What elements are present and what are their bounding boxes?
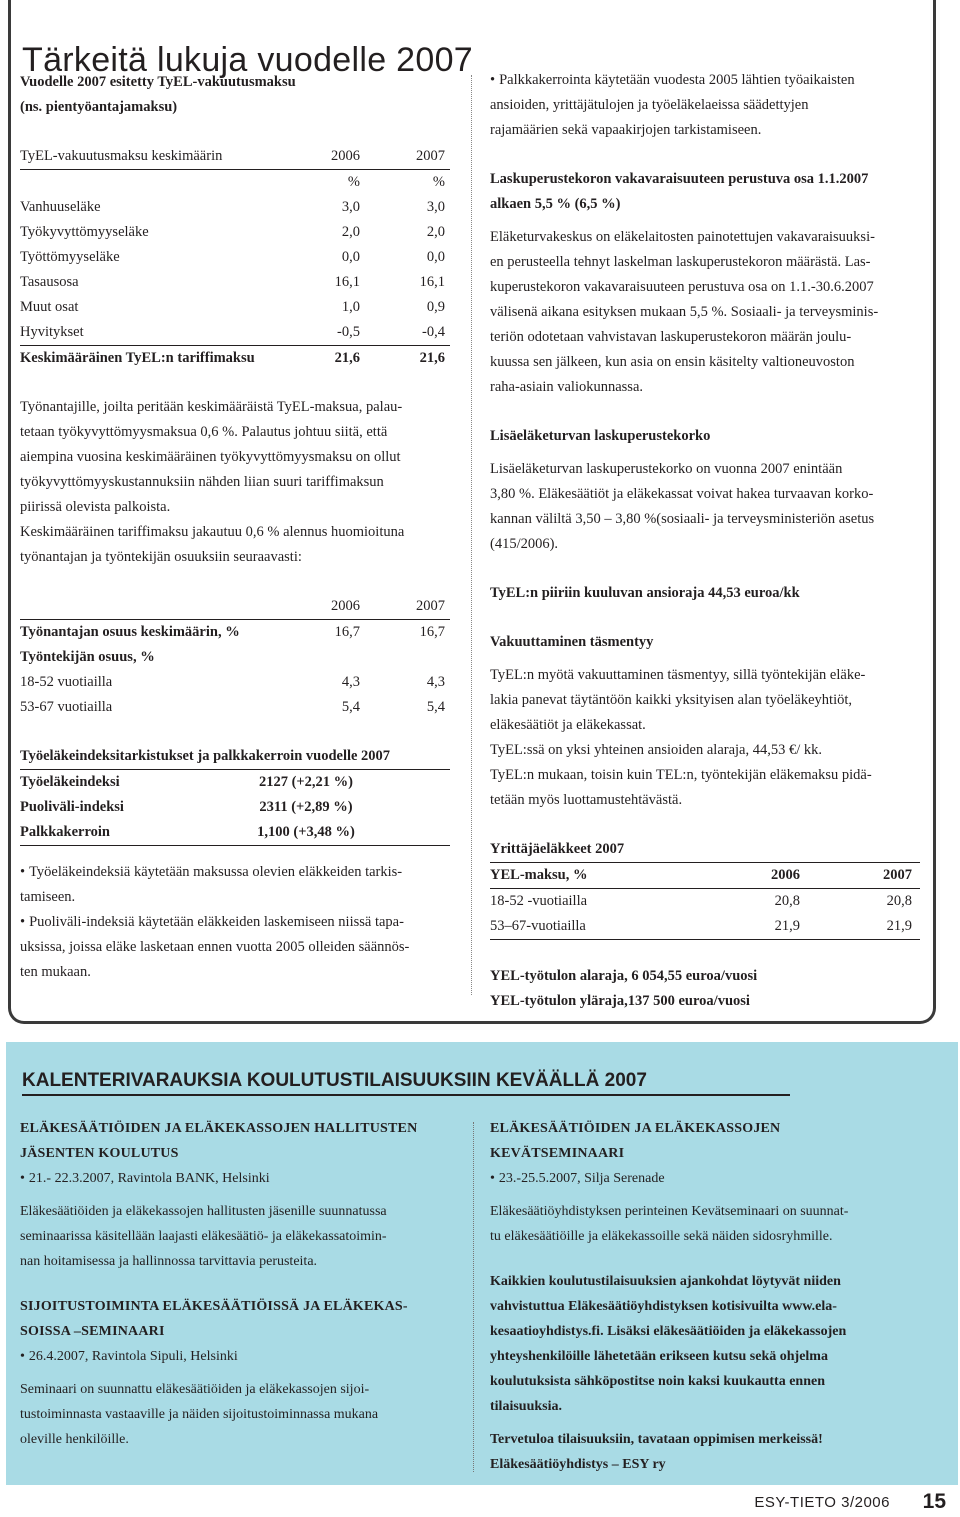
event-desc: nan hoitamisessa ja hallinnossa tarvittavia perusteita. <box>20 1254 318 1269</box>
event-title: KEVÄTSEMINAARI <box>490 1146 625 1161</box>
table-row: Puoliväli-indeksi 2311 (+2,89 %) <box>20 799 353 815</box>
column-divider <box>471 75 472 995</box>
paragraph-line: piirissä olevista palkoista. <box>20 499 171 515</box>
table-row: 53-67 vuotiailla 5,4 5,4 <box>20 699 445 715</box>
notice-line: yhteyshenkilöille lähetetään erikseen kutsu sekä ohjelma <box>490 1349 828 1364</box>
event-desc: Eläkesäätiöiden ja eläkekassojen hallitusten jäsenille suunnatussa <box>20 1204 387 1219</box>
bullet-item-cont: ten mukaan. <box>20 964 91 980</box>
event-title: SOISSA –SEMINAARI <box>20 1324 165 1339</box>
bullet-item: • Työeläkeindeksiä käytetään maksussa olevien eläkkeiden tarkis- <box>20 860 450 885</box>
closing-signature: Eläkesäätiöyhdistys – ESY ry <box>490 1457 666 1472</box>
event-desc: tustoiminnasta vastaaville ja näiden sijoitustoiminnassa mukana <box>20 1407 379 1422</box>
bullet-item: • Puoliväli-indeksiä käytetään eläkkeiden laskemiseen niissä tapa- <box>20 910 450 935</box>
event-date: • 23.-25.5.2007, Silja Serenade <box>490 1166 920 1191</box>
calendar-title: KALENTERIVARAUKSIA KOULUTUSTILAISUUKSIIN KEVÄÄLLÄ 2007 <box>22 1070 790 1096</box>
table-row: 18-52 -vuotiailla 20,8 20,8 <box>490 893 912 909</box>
bullet-item-cont: tamiseen. <box>20 889 76 905</box>
table-row: Työeläkeindeksi 2127 (+2,21 %) <box>20 774 354 790</box>
event-title: ELÄKESÄÄTIÖIDEN JA ELÄKEKASSOJEN HALLITUSTEN <box>20 1121 418 1136</box>
event-title: ELÄKESÄÄTIÖIDEN JA ELÄKEKASSOJEN <box>490 1121 781 1136</box>
bullet-item-cont: ansioiden, yrittäjätulojen ja työeläkelaeissa säädettyjen <box>490 97 809 113</box>
paragraph-line: Työnantajille, joilta peritään keskimääräistä TyEL-maksua, palau- <box>20 399 403 415</box>
paragraph-line: tetaan työkyvyttömyysmaksua 0,6 %. Palautus johtuu siitä, että <box>20 424 388 440</box>
paragraph-line: työnantajan ja työntekijän osuuksiin seuraavasti: <box>20 549 302 565</box>
yel-income-min: YEL-työtulon alaraja, 6 054,55 euroa/vuosi <box>490 968 758 984</box>
share-table <box>20 594 450 720</box>
section-heading: Laskuperustekoron vakavaraisuuteen perustuva osa 1.1.2007 <box>490 171 869 187</box>
event-desc: seminaarissa käsitellään laajasti eläkesäätiö- ja eläkekassatoimin- <box>20 1229 387 1244</box>
paragraph-line: 3,80 %. Eläkesäätiöt ja eläkekassat voivat hakea turvaavan korko- <box>490 486 874 502</box>
paragraph-line: TyEL:n mukaan, toisin kuin TEL:n, työntekijän eläkemaksu pidä- <box>490 767 872 783</box>
table-row: Työttömyyseläke 0,0 0,0 <box>20 249 445 265</box>
paragraph-line: TyEL:n myötä vakuuttaminen täsmentyy, sillä työntekijän eläke- <box>490 667 866 683</box>
paragraph-line: lakia panevat täytäntöön kaikki yksityisen alan työeläkeyhtiöt, <box>490 692 852 708</box>
table-units: % % <box>347 174 445 190</box>
section-heading: Vakuuttaminen täsmentyy <box>490 634 654 650</box>
left-column <box>20 70 450 985</box>
bullet-item-cont: uksissa, joissa eläke lasketaan ennen vuotta 2005 olleiden säännös- <box>20 939 410 955</box>
table-header: YEL-maksu, % 2006 2007 <box>490 862 920 889</box>
event-title: SIJOITUSTOIMINTA ELÄKESÄÄTIÖISSÄ JA ELÄKEKAS- <box>20 1299 408 1314</box>
event-desc: oleville henkilöille. <box>20 1432 129 1447</box>
table-row: Hyvitykset -0,5 -0,4 <box>20 320 450 346</box>
fee-table <box>20 144 450 371</box>
calendar-right <box>490 1116 920 1477</box>
notice-line: koulutuksista sähköpostitse noin kaksi kuukautta ennen <box>490 1374 825 1389</box>
table-row: 53–67-vuotiailla 21,9 21,9 <box>490 914 920 940</box>
yel-table <box>490 837 920 940</box>
section-heading: Lisäeläketurvan laskuperustekorko <box>490 428 711 444</box>
event-date: • 26.4.2007, Ravintola Sipuli, Helsinki <box>20 1344 465 1369</box>
paragraph-line: (415/2006). <box>490 536 559 552</box>
table-row: Vanhuuseläke 3,0 3,0 <box>20 199 445 215</box>
paragraph-line: aiempina vuosina keskimääräinen työkyvyttömyysmaksu on ollut <box>20 449 401 465</box>
paragraph-line: raha-asiain valiokunnassa. <box>490 379 644 395</box>
notice-line: Kaikkien koulutustilaisuuksien ajankohdat löytyvät niiden <box>490 1274 841 1289</box>
paragraph-line: työkyvyttömyyskustannuksiin nähden liian suuri tariffimaksun <box>20 474 384 490</box>
right-column <box>490 68 920 1014</box>
bullet-item-cont: rajamäärien sekä vapaakirjojen tarkistamiseen. <box>490 122 762 138</box>
index-table <box>20 744 450 846</box>
paragraph-line: TyEL:ssä on yksi yhteinen ansioiden alaraja, 44,53 €/ kk. <box>490 742 823 758</box>
notice-line: kesaatioyhdistys.fi. Lisäksi eläkesäätiöiden ja eläkekassojen <box>490 1324 847 1339</box>
intro-line: Vuodelle 2007 esitetty TyEL-vakuutusmaksu <box>20 74 296 90</box>
paragraph-line: teriön odotetaan vahvistavan laskuperustekoron määrän joulu- <box>490 329 852 345</box>
section-heading: alkaen 5,5 % (6,5 %) <box>490 196 621 212</box>
table-row: Muut osat 1,0 0,9 <box>20 299 445 315</box>
event-desc: tu eläkesäätiöille ja eläkekassoille sekä näiden sidosryhmille. <box>490 1229 833 1244</box>
event-date: • 21.- 22.3.2007, Ravintola BANK, Helsinki <box>20 1166 465 1191</box>
notice-line: tilaisuuksia. <box>490 1399 562 1414</box>
table-row: Työnantajan osuus keskimäärin, % 16,7 16,7 <box>20 624 445 640</box>
index-table-title: Työeläkeindeksitarkistukset ja palkkakerroin vuodelle 2007 <box>20 744 450 770</box>
paragraph-line: tetään myös luottamustehtävästä. <box>490 792 683 808</box>
event-desc: Eläkesäätiöyhdistyksen perinteinen Kevätseminaari on suunnat- <box>490 1204 849 1219</box>
event-title: JÄSENTEN KOULUTUS <box>20 1146 179 1161</box>
bullet-item: • Palkkakerrointa käytetään vuodesta 2005 lähtien työaikaisten <box>490 68 920 93</box>
paragraph-line: en perusteella tehnyt laskelman laskuperustekoron määrästä. Las- <box>490 254 871 270</box>
intro-line: (ns. pientyöantajamaksu) <box>20 99 178 115</box>
table-row: Työntekijän osuus, % <box>20 649 155 665</box>
yel-table-title: Yrittäjäeläkkeet 2007 <box>490 841 625 857</box>
paragraph-line: kuussa sen jälkeen, kun asia on ensin käsitelty valtioneuvoston <box>490 354 855 370</box>
section-heading: TyEL:n piiriin kuuluvan ansioraja 44,53 euroa/kk <box>490 585 800 601</box>
notice-line: vahvistuttua Eläkesäätiöyhdistyksen kotisivuilta www.ela- <box>490 1299 837 1314</box>
yel-income-max: YEL-työtulon yläraja,137 500 euroa/vuosi <box>490 993 750 1009</box>
table-row: Palkkakerroin 1,100 (+3,48 %) <box>20 820 450 846</box>
table-row: Tasausosa 16,1 16,1 <box>20 274 445 290</box>
table-row: Työkyvyttömyyseläke 2,0 2,0 <box>20 224 445 240</box>
calendar-left <box>20 1116 465 1452</box>
publication-label: ESY-TIETO 3/2006 <box>754 1494 890 1511</box>
table-header: TyEL-vakuutusmaksu keskimäärin 2006 2007 <box>20 144 450 170</box>
paragraph-line: eläkesäätiöt ja eläkekassat. <box>490 717 646 733</box>
paragraph-line: kuperustekoron vakavaraisuuteen perustuva osa on 1.1.-30.6.2007 <box>490 279 874 295</box>
closing-line: Tervetuloa tilaisuuksiin, tavataan oppimisen merkeissä! <box>490 1432 823 1447</box>
event-desc: Seminaari on suunnattu eläkesäätiöiden ja eläkekassojen sijoi- <box>20 1382 370 1397</box>
table-header: 2006 2007 <box>20 594 450 620</box>
paragraph-line: välisenä aikana esityksen mukaan 5,5 %. Sosiaali- ja terveysminis- <box>490 304 879 320</box>
page-title: Tärkeitä lukuja vuodelle 2007 <box>22 40 473 79</box>
page-number: 15 <box>922 1490 946 1513</box>
table-total-row: Keskimääräinen TyEL:n tariffimaksu 21,6 21,6 <box>20 350 445 366</box>
paragraph-line: Keskimääräinen tariffimaksu jakautuu 0,6 % alennus huomioituna <box>20 524 405 540</box>
paragraph-line: kannan väliltä 3,50 – 3,80 %(sosiaali- ja terveysministeriön asetus <box>490 511 875 527</box>
paragraph-line: Lisäeläketurvan laskuperustekorko on vuonna 2007 enintään <box>490 461 843 477</box>
table-row: 18-52 vuotiailla 4,3 4,3 <box>20 674 445 690</box>
paragraph-line: Eläketurvakeskus on eläkelaitosten painotettujen vakavaraisuuksi- <box>490 229 875 245</box>
calendar-divider <box>473 1122 474 1472</box>
